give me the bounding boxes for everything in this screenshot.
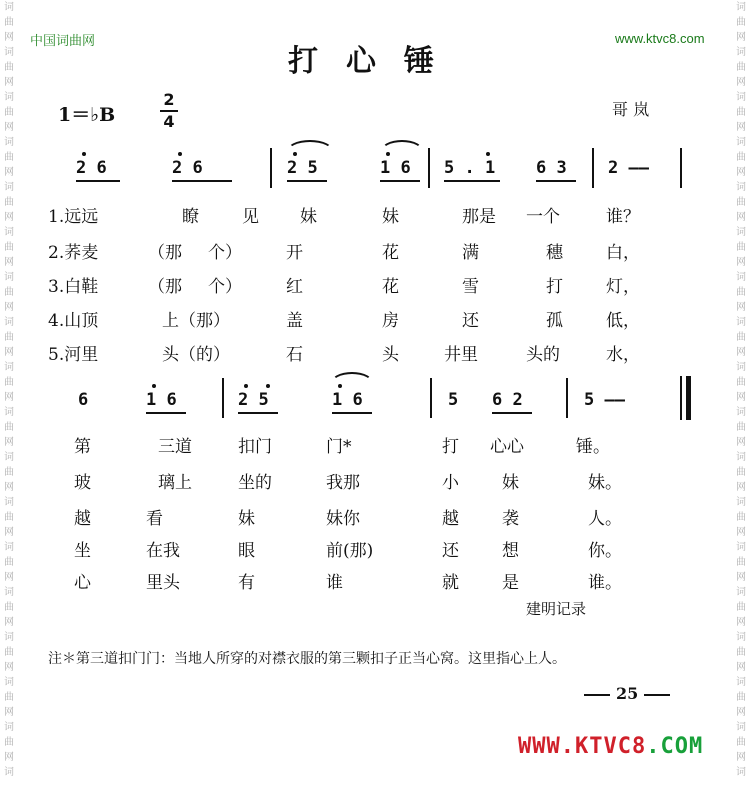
lyric-word: 你。 bbox=[588, 541, 622, 561]
lyric-word: 我那 bbox=[326, 473, 360, 493]
watermark-glyph: 曲 bbox=[4, 602, 14, 613]
lyric-word: 红 bbox=[286, 277, 303, 297]
watermark-glyph: 网 bbox=[4, 437, 14, 448]
watermark-glyph: 词 bbox=[4, 767, 14, 778]
lyric-word: 璃上 bbox=[158, 473, 192, 493]
beam bbox=[332, 412, 372, 414]
verse-row bbox=[48, 432, 668, 462]
bottom-site-brand: KTVC8 bbox=[574, 734, 647, 759]
lyric-word: 坐的 bbox=[238, 473, 272, 493]
watermark-glyph: 网 bbox=[736, 707, 746, 718]
slur bbox=[380, 140, 424, 152]
watermark-glyph: 曲 bbox=[4, 422, 14, 433]
note-group: 1 6 bbox=[380, 158, 411, 178]
watermark-glyph: 词 bbox=[4, 227, 14, 238]
beam bbox=[238, 412, 278, 414]
watermark-glyph: 词 bbox=[4, 47, 14, 58]
watermark-glyph: 网 bbox=[4, 707, 14, 718]
note-group: 2 5 bbox=[287, 158, 318, 178]
lyric-word: 谁 bbox=[326, 573, 343, 593]
footnote: 注＊第三道扣门门：当地人所穿的对襟衣服的第三颗扣子正当心窝。这里指心上人。 bbox=[48, 651, 566, 667]
verse-row bbox=[48, 272, 668, 302]
bar-line bbox=[680, 148, 682, 188]
lyric-word: 那是 bbox=[462, 207, 496, 227]
octave-dot bbox=[293, 152, 297, 156]
watermark-glyph: 网 bbox=[4, 32, 14, 43]
lyric-word: 4.山顶 bbox=[48, 311, 99, 331]
lyric-word: 雪 bbox=[462, 277, 479, 297]
watermark-glyph: 曲 bbox=[736, 602, 746, 613]
lyric-word: 孤 bbox=[546, 311, 563, 331]
watermark-glyph: 网 bbox=[736, 212, 746, 223]
watermark-glyph: 曲 bbox=[4, 62, 14, 73]
watermark-glyph: 词 bbox=[736, 497, 746, 508]
watermark-glyph: 曲 bbox=[4, 287, 14, 298]
lyric-word: 花 bbox=[382, 243, 399, 263]
watermark-glyph: 曲 bbox=[4, 557, 14, 568]
note-group: 2 6 bbox=[172, 158, 203, 178]
watermark-glyph: 网 bbox=[4, 122, 14, 133]
bottom-site-prefix: WWW. bbox=[518, 734, 575, 759]
watermark-glyph: 网 bbox=[736, 257, 746, 268]
lyric-word: 看 bbox=[146, 509, 163, 529]
watermark-glyph: 曲 bbox=[736, 287, 746, 298]
lyric-word: 盖 bbox=[286, 311, 303, 331]
watermark-glyph: 曲 bbox=[4, 17, 14, 28]
watermark-glyph: 词 bbox=[736, 272, 746, 283]
lyric-word: 坐 bbox=[74, 541, 91, 561]
lyric-word: 一个 bbox=[526, 207, 560, 227]
lyric-word: 妹 bbox=[502, 473, 519, 493]
lyric-word: 谁。 bbox=[588, 573, 622, 593]
watermark-glyph: 网 bbox=[736, 347, 746, 358]
watermark-glyph: 词 bbox=[736, 92, 746, 103]
note-group: 1 6 bbox=[146, 390, 177, 410]
watermark-glyph: 曲 bbox=[736, 647, 746, 658]
note-group: 2 5 bbox=[238, 390, 269, 410]
lyric-word: 1.远远 bbox=[48, 207, 99, 227]
watermark-glyph: 曲 bbox=[736, 332, 746, 343]
watermark-glyph: 词 bbox=[736, 452, 746, 463]
watermark-left-column bbox=[2, 0, 16, 785]
lyric-word: 白， bbox=[606, 243, 640, 263]
watermark-glyph: 曲 bbox=[4, 107, 14, 118]
watermark-glyph: 网 bbox=[736, 437, 746, 448]
lyric-word: 头 bbox=[382, 345, 399, 365]
note-group: 5 . 1 bbox=[444, 158, 496, 178]
lyric-word: 袭 bbox=[502, 509, 519, 529]
lyric-word: 谁？ bbox=[606, 207, 640, 227]
lyric-word: 第 bbox=[74, 437, 91, 457]
time-signature-bottom: 4 bbox=[163, 112, 175, 131]
octave-dot bbox=[386, 152, 390, 156]
lyric-word: 门* bbox=[326, 437, 352, 457]
watermark-glyph: 曲 bbox=[736, 737, 746, 748]
lyric-word: 妹。 bbox=[588, 473, 622, 493]
site-url-right[interactable]: www.ktvc8.com bbox=[615, 31, 705, 46]
beam bbox=[444, 180, 500, 182]
note-group: 6 3 bbox=[536, 158, 567, 178]
note-group: 2 6 bbox=[76, 158, 107, 178]
lyric-word: 就 bbox=[442, 573, 459, 593]
watermark-glyph: 网 bbox=[736, 572, 746, 583]
watermark-glyph: 网 bbox=[4, 212, 14, 223]
lyric-word: 头（的） bbox=[162, 345, 230, 365]
lyric-word: 扣门 bbox=[238, 437, 272, 457]
beam bbox=[146, 412, 186, 414]
beam bbox=[287, 180, 327, 182]
slur bbox=[286, 140, 334, 152]
watermark-glyph: 词 bbox=[736, 767, 746, 778]
lyric-word: 妹 bbox=[238, 509, 255, 529]
watermark-glyph: 词 bbox=[4, 632, 14, 643]
lyric-word: 妹 bbox=[382, 207, 399, 227]
lyric-word: 低， bbox=[606, 311, 640, 331]
final-bar-line-thick bbox=[686, 376, 691, 420]
watermark-glyph: 曲 bbox=[4, 377, 14, 388]
lyric-word: 头的 bbox=[526, 345, 560, 365]
note-group: 6 bbox=[78, 390, 89, 410]
lyric-word: 灯， bbox=[606, 277, 640, 297]
verse-row bbox=[48, 468, 668, 498]
verse-row bbox=[48, 306, 668, 336]
watermark-glyph: 词 bbox=[736, 227, 746, 238]
lyric-word: 上（那） bbox=[162, 311, 230, 331]
octave-dot bbox=[152, 384, 156, 388]
bar-line bbox=[222, 378, 224, 418]
watermark-glyph: 词 bbox=[4, 452, 14, 463]
lyric-word: 有 bbox=[238, 573, 255, 593]
watermark-glyph: 网 bbox=[4, 302, 14, 313]
watermark-glyph: 曲 bbox=[736, 197, 746, 208]
watermark-glyph: 曲 bbox=[736, 377, 746, 388]
octave-dot bbox=[266, 384, 270, 388]
lyric-word: 个） bbox=[208, 243, 242, 263]
watermark-glyph: 网 bbox=[4, 527, 14, 538]
octave-dot bbox=[338, 384, 342, 388]
lyric-word: 石 bbox=[286, 345, 303, 365]
lyric-word: 还 bbox=[442, 541, 459, 561]
watermark-glyph: 网 bbox=[736, 617, 746, 628]
verse-row bbox=[48, 238, 668, 268]
watermark-glyph: 曲 bbox=[4, 197, 14, 208]
watermark-glyph: 网 bbox=[736, 122, 746, 133]
lyric-word: 水， bbox=[606, 345, 640, 365]
watermark-glyph: 曲 bbox=[4, 692, 14, 703]
final-bar-line bbox=[680, 376, 682, 420]
song-title: 打心锤 bbox=[288, 44, 462, 79]
lyric-word: 妹你 bbox=[326, 509, 360, 529]
beam bbox=[492, 412, 532, 414]
lyric-word: 小 bbox=[442, 473, 459, 493]
page-number bbox=[578, 684, 676, 703]
watermark-glyph: 网 bbox=[4, 617, 14, 628]
watermark-glyph: 词 bbox=[4, 362, 14, 373]
lyric-word: 里头 bbox=[146, 573, 180, 593]
lyric-word: 心心 bbox=[490, 437, 524, 457]
lyric-word: 在我 bbox=[146, 541, 180, 561]
note-group: 1 6 bbox=[332, 390, 363, 410]
site-name-left[interactable]: 中国词曲网 bbox=[30, 34, 96, 49]
composer: 哥 岚 bbox=[612, 100, 650, 119]
watermark-glyph: 词 bbox=[4, 272, 14, 283]
bar-line bbox=[428, 148, 430, 188]
watermark-glyph: 词 bbox=[736, 2, 746, 13]
lyric-word: 个） bbox=[208, 277, 242, 297]
beam bbox=[172, 180, 232, 182]
lyric-word: 想 bbox=[502, 541, 519, 561]
watermark-glyph: 网 bbox=[4, 257, 14, 268]
watermark-glyph: 曲 bbox=[4, 332, 14, 343]
watermark-glyph: 网 bbox=[4, 662, 14, 673]
bar-line bbox=[566, 378, 568, 418]
watermark-glyph: 词 bbox=[736, 587, 746, 598]
watermark-glyph: 网 bbox=[4, 572, 14, 583]
note-group: 2 —— bbox=[608, 158, 649, 178]
watermark-glyph: 网 bbox=[736, 167, 746, 178]
verse-row bbox=[48, 568, 668, 598]
note-group: 5 bbox=[448, 390, 459, 410]
beam bbox=[76, 180, 120, 182]
watermark-glyph: 曲 bbox=[736, 152, 746, 163]
note-group: 6 2 bbox=[492, 390, 523, 410]
watermark-glyph: 网 bbox=[4, 77, 14, 88]
watermark-glyph: 网 bbox=[736, 32, 746, 43]
watermark-glyph: 网 bbox=[4, 482, 14, 493]
watermark-glyph: 词 bbox=[4, 182, 14, 193]
lyric-word: 瞭 bbox=[182, 207, 199, 227]
lyric-word: 前(那) bbox=[326, 541, 374, 561]
bottom-site-suffix: .COM bbox=[646, 734, 704, 759]
watermark-glyph: 曲 bbox=[736, 422, 746, 433]
lyric-word: （那 bbox=[148, 243, 182, 263]
page-number-value: 25 bbox=[616, 684, 639, 703]
lyric-word: 房 bbox=[382, 311, 399, 331]
bar-line bbox=[270, 148, 272, 188]
bar-line bbox=[592, 148, 594, 188]
verse-row bbox=[48, 340, 668, 370]
watermark-glyph: 词 bbox=[736, 362, 746, 373]
time-signature-top: 2 bbox=[163, 90, 175, 109]
octave-dot bbox=[486, 152, 490, 156]
lyric-word: 见 bbox=[242, 207, 259, 227]
watermark-glyph: 网 bbox=[4, 167, 14, 178]
watermark-glyph: 曲 bbox=[4, 647, 14, 658]
watermark-glyph: 网 bbox=[736, 392, 746, 403]
lyric-word: 3.白鞋 bbox=[48, 277, 99, 297]
lyric-word: 打 bbox=[546, 277, 563, 297]
watermark-glyph: 曲 bbox=[736, 62, 746, 73]
watermark-glyph: 词 bbox=[4, 722, 14, 733]
lyric-word: 2.荞麦 bbox=[48, 243, 99, 263]
watermark-glyph: 词 bbox=[4, 587, 14, 598]
lyric-word: （那 bbox=[148, 277, 182, 297]
slur bbox=[330, 372, 374, 384]
watermark-glyph: 词 bbox=[4, 677, 14, 688]
watermark-glyph: 网 bbox=[4, 392, 14, 403]
lyric-word: 满 bbox=[462, 243, 479, 263]
watermark-glyph: 网 bbox=[4, 752, 14, 763]
watermark-glyph: 曲 bbox=[4, 737, 14, 748]
lyric-word: 打 bbox=[442, 437, 459, 457]
watermark-glyph: 词 bbox=[736, 632, 746, 643]
watermark-glyph: 词 bbox=[736, 182, 746, 193]
lyric-word: 人。 bbox=[588, 509, 622, 529]
lyric-word: 穗 bbox=[546, 243, 563, 263]
watermark-glyph: 曲 bbox=[736, 692, 746, 703]
verse-row bbox=[48, 504, 668, 534]
watermark-glyph: 网 bbox=[736, 662, 746, 673]
time-signature bbox=[160, 92, 178, 130]
watermark-glyph: 曲 bbox=[736, 242, 746, 253]
lyric-word: 三道 bbox=[158, 437, 192, 457]
bar-line bbox=[430, 378, 432, 418]
watermark-glyph: 曲 bbox=[4, 242, 14, 253]
watermark-glyph: 网 bbox=[736, 302, 746, 313]
watermark-glyph: 词 bbox=[4, 317, 14, 328]
watermark-glyph: 曲 bbox=[4, 512, 14, 523]
watermark-glyph: 网 bbox=[736, 752, 746, 763]
watermark-glyph: 曲 bbox=[4, 152, 14, 163]
watermark-glyph: 曲 bbox=[736, 467, 746, 478]
lyric-word: 眼 bbox=[238, 541, 255, 561]
watermark-glyph: 曲 bbox=[736, 557, 746, 568]
watermark-glyph: 词 bbox=[736, 137, 746, 148]
verse-row bbox=[48, 536, 668, 566]
watermark-glyph: 网 bbox=[736, 77, 746, 88]
lyric-word: 花 bbox=[382, 277, 399, 297]
watermark-glyph: 曲 bbox=[736, 107, 746, 118]
transcription-credit: 建明记录 bbox=[526, 600, 587, 618]
watermark-glyph: 网 bbox=[4, 347, 14, 358]
watermark-glyph: 词 bbox=[4, 407, 14, 418]
beam bbox=[536, 180, 576, 182]
lyric-word: 还 bbox=[462, 311, 479, 331]
watermark-glyph: 词 bbox=[736, 677, 746, 688]
key-signature: 1＝♭B bbox=[58, 104, 116, 126]
lyric-word: 越 bbox=[442, 509, 459, 529]
octave-dot bbox=[244, 384, 248, 388]
lyric-word: 妹 bbox=[300, 207, 317, 227]
watermark-glyph: 词 bbox=[736, 47, 746, 58]
watermark-glyph: 曲 bbox=[4, 467, 14, 478]
watermark-glyph: 网 bbox=[736, 482, 746, 493]
watermark-glyph: 词 bbox=[4, 497, 14, 508]
note-group: 5 —— bbox=[584, 390, 625, 410]
octave-dot bbox=[82, 152, 86, 156]
lyric-word: 心 bbox=[74, 573, 91, 593]
watermark-glyph: 词 bbox=[4, 137, 14, 148]
watermark-glyph: 词 bbox=[4, 2, 14, 13]
lyric-word: 5.河里 bbox=[48, 345, 99, 365]
lyric-word: 井里 bbox=[444, 345, 478, 365]
lyric-word: 锤。 bbox=[576, 437, 610, 457]
bottom-site-logo[interactable] bbox=[518, 734, 703, 759]
lyric-word: 是 bbox=[502, 573, 519, 593]
watermark-glyph: 网 bbox=[736, 527, 746, 538]
watermark-glyph: 词 bbox=[736, 407, 746, 418]
watermark-right-column bbox=[734, 0, 748, 785]
beam bbox=[380, 180, 420, 182]
watermark-glyph: 词 bbox=[4, 542, 14, 553]
watermark-glyph: 词 bbox=[736, 317, 746, 328]
watermark-glyph: 词 bbox=[736, 722, 746, 733]
lyric-word: 玻 bbox=[74, 473, 91, 493]
watermark-glyph: 曲 bbox=[736, 512, 746, 523]
lyric-word: 越 bbox=[74, 509, 91, 529]
watermark-glyph: 词 bbox=[736, 542, 746, 553]
watermark-glyph: 曲 bbox=[736, 17, 746, 28]
verse-row bbox=[48, 202, 668, 232]
lyric-word: 开 bbox=[286, 243, 303, 263]
octave-dot bbox=[178, 152, 182, 156]
watermark-glyph: 词 bbox=[4, 92, 14, 103]
